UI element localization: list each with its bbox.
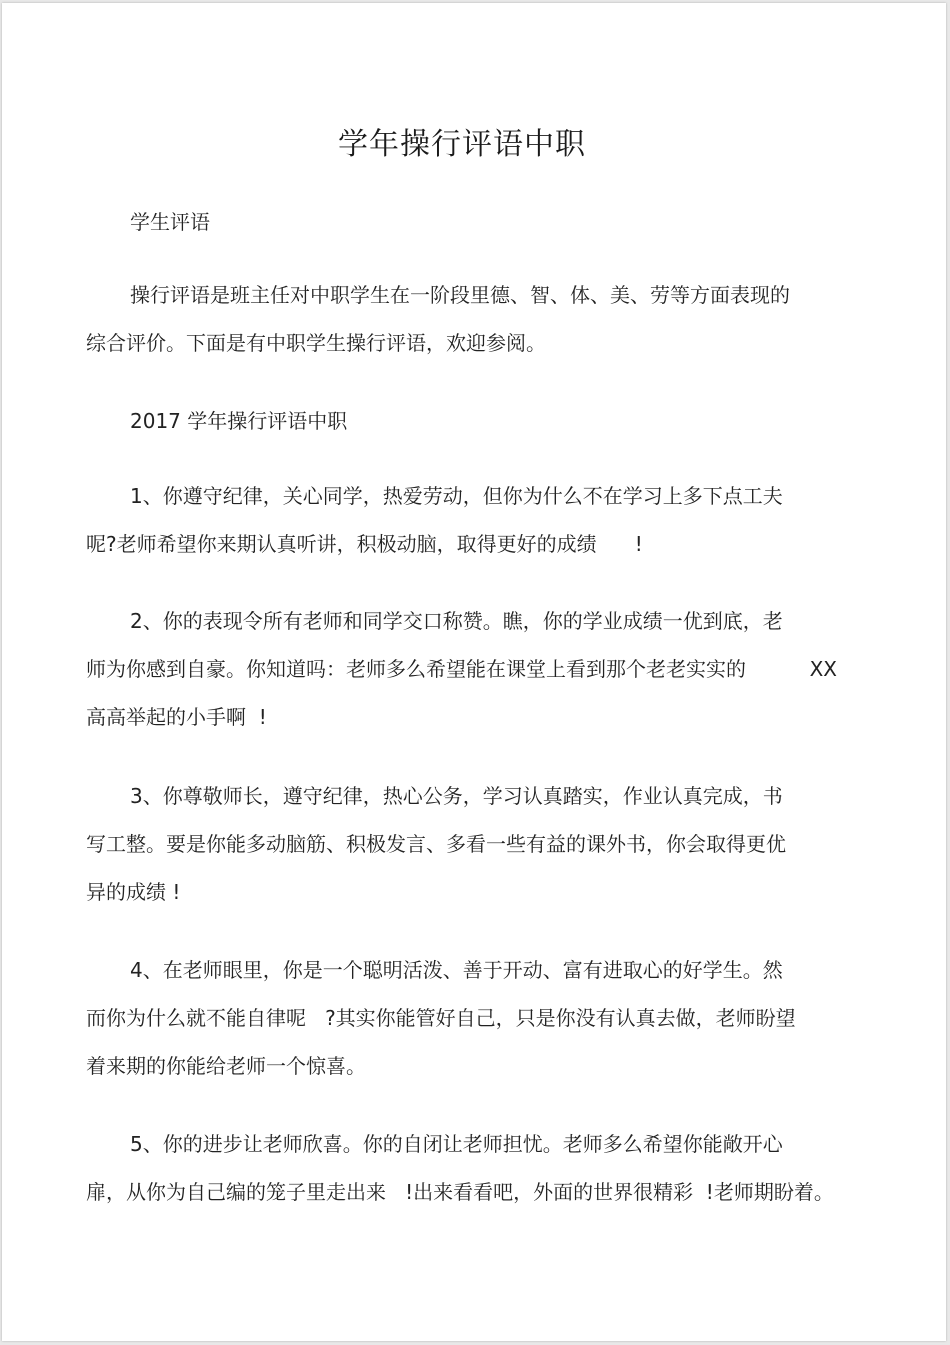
text-line: 呢?老师希望你来期认真听讲，积极动脑，取得更好的成绩 ! bbox=[86, 532, 643, 556]
section-heading bbox=[86, 198, 876, 246]
text-line: 操行评语是班主任对中职学生在一阶段里德、智、体、美、劳等方面表现的 bbox=[130, 283, 790, 307]
comment-item-3 bbox=[86, 772, 876, 916]
text-line: 师为你感到自豪。你知道吗：老师多么希望能在课堂上看到那个老老实实的 XX bbox=[86, 657, 837, 681]
text-line: 2、你的表现令所有老师和同学交口称赞。瞧，你的学业成绩一优到底，老 bbox=[130, 609, 783, 633]
comment-item-5 bbox=[86, 1120, 886, 1216]
text-line: 综合评价。下面是有中职学生操行评语，欢迎参阅。 bbox=[86, 331, 546, 355]
comment-item-1 bbox=[86, 472, 876, 568]
text-line: 4、在老师眼里，你是一个聪明活泼、善于开动、富有进取心的好学生。然 bbox=[130, 958, 783, 982]
text-line: 扉，从你为自己编的笼子里走出来 !出来看看吧，外面的世界很精彩 !老师期盼着。 bbox=[86, 1180, 834, 1204]
text-line: 3、你尊敬师长，遵守纪律，热心公务，学习认真踏实，作业认真完成，书 bbox=[130, 784, 783, 808]
document-title: 学年操行评语中职 bbox=[338, 127, 586, 162]
text-line: 着来期的你能给老师一个惊喜。 bbox=[86, 1054, 366, 1078]
subheading bbox=[86, 397, 876, 445]
document-page bbox=[2, 3, 946, 1341]
text-line: 写工整。要是你能多动脑筋、积极发言、多看一些有益的课外书，你会取得更优 bbox=[86, 832, 786, 856]
text-line: 异的成绩 ! bbox=[86, 880, 181, 904]
subheading-line: 2017 学年操行评语中职 bbox=[130, 409, 348, 433]
intro-paragraph bbox=[86, 271, 876, 367]
text-line: 1、你遵守纪律，关心同学，热爱劳动，但你为什么不在学习上多下点工夫 bbox=[130, 484, 783, 508]
comment-item-4 bbox=[86, 946, 876, 1090]
text-line: 而你为什么就不能自律呢 ?其实你能管好自己，只是你没有认真去做，老师盼望 bbox=[86, 1006, 796, 1030]
text-line: 高高举起的小手啊 ! bbox=[86, 705, 267, 729]
text-line: 5、你的进步让老师欣喜。你的自闭让老师担忧。老师多么希望你能敞开心 bbox=[130, 1132, 783, 1156]
comment-item-2 bbox=[86, 597, 876, 741]
heading-line: 学生评语 bbox=[130, 210, 210, 234]
